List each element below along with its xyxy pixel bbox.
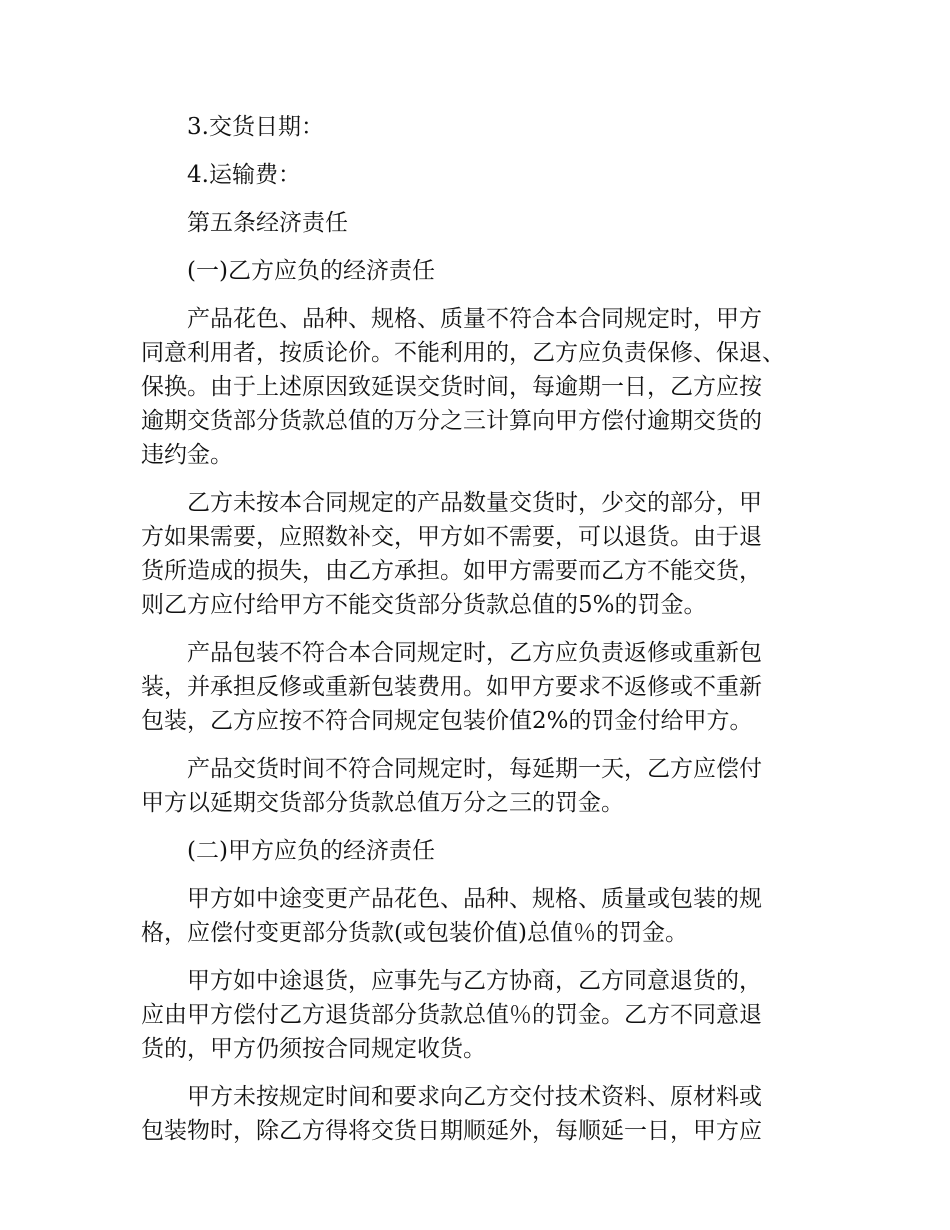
- clause-freight: 4.运输费：: [187, 162, 301, 188]
- paragraph-line: 格，应偿付变更部分货款(或包装价值)总值％的罚金。: [141, 920, 688, 946]
- paragraph-line: 同意利用者，按质论价。不能利用的，乙方应负责保修、保退、: [141, 340, 785, 366]
- paragraph-specification-change: [141, 882, 817, 950]
- paragraph-materials-delay: [141, 1080, 817, 1148]
- paragraph-midway-return: [141, 964, 817, 1066]
- section-party-b-heading: (一)乙方应负的经济责任: [187, 258, 435, 284]
- paragraph-line: 则乙方应付给甲方不能交货部分货款总值的5%的罚金。: [141, 592, 707, 618]
- paragraph-packaging-nonconformity: [141, 636, 817, 738]
- paragraph-line: 甲方未按规定时间和要求向乙方交付技术资料、原材料或: [187, 1084, 762, 1110]
- paragraph-line: 包装，乙方应按不符合同规定包装价值2%的罚金付给甲方。: [141, 708, 753, 734]
- paragraph-quality-nonconformity: [141, 302, 817, 472]
- paragraph-quantity-shortfall: [141, 486, 817, 622]
- paragraph-line: 产品包装不符合本合同规定时，乙方应负责返修或重新包: [187, 640, 762, 666]
- paragraph-line: 甲方以延期交货部分货款总值万分之三的罚金。: [141, 790, 624, 816]
- paragraph-line: 产品花色、品种、规格、质量不符合本合同规定时，甲方: [187, 306, 762, 332]
- document-body: [141, 110, 817, 1162]
- paragraph-line: 装，并承担反修或重新包装费用。如甲方要求不返修或不重新: [141, 674, 762, 700]
- article-five-heading: 第五条经济责任: [187, 210, 348, 236]
- clause-delivery-date: 3.交货日期：: [187, 114, 324, 140]
- paragraph-line: 货所造成的损失，由乙方承担。如甲方需要而乙方不能交货，: [141, 558, 762, 584]
- paragraph-line: 违约金。: [141, 442, 233, 468]
- paragraph-line: 产品交货时间不符合同规定时，每延期一天，乙方应偿付: [187, 756, 762, 782]
- paragraph-line: 甲方如中途变更产品花色、品种、规格、质量或包装的规: [187, 886, 762, 912]
- paragraph-line: 包装物时，除乙方得将交货日期顺延外，每顺延一日，甲方应: [141, 1118, 762, 1144]
- paragraph-line: 应由甲方偿付乙方退货部分货款总值％的罚金。乙方不同意退: [141, 1002, 762, 1028]
- paragraph-line: 甲方如中途退货，应事先与乙方协商，乙方同意退货的，: [187, 968, 762, 994]
- section-party-a-heading: (二)甲方应负的经济责任: [187, 838, 435, 864]
- paragraph-line: 货的，甲方仍须按合同规定收货。: [141, 1036, 486, 1062]
- paragraph-line: 逾期交货部分货款总值的万分之三计算向甲方偿付逾期交货的: [141, 408, 762, 434]
- paragraph-line: 乙方未按本合同规定的产品数量交货时，少交的部分，甲: [187, 490, 762, 516]
- paragraph-late-delivery: [141, 752, 817, 820]
- paragraph-line: 方如果需要，应照数补交，甲方如不需要，可以退货。由于退: [141, 524, 762, 550]
- paragraph-line: 保换。由于上述原因致延误交货时间，每逾期一日，乙方应按: [141, 374, 762, 400]
